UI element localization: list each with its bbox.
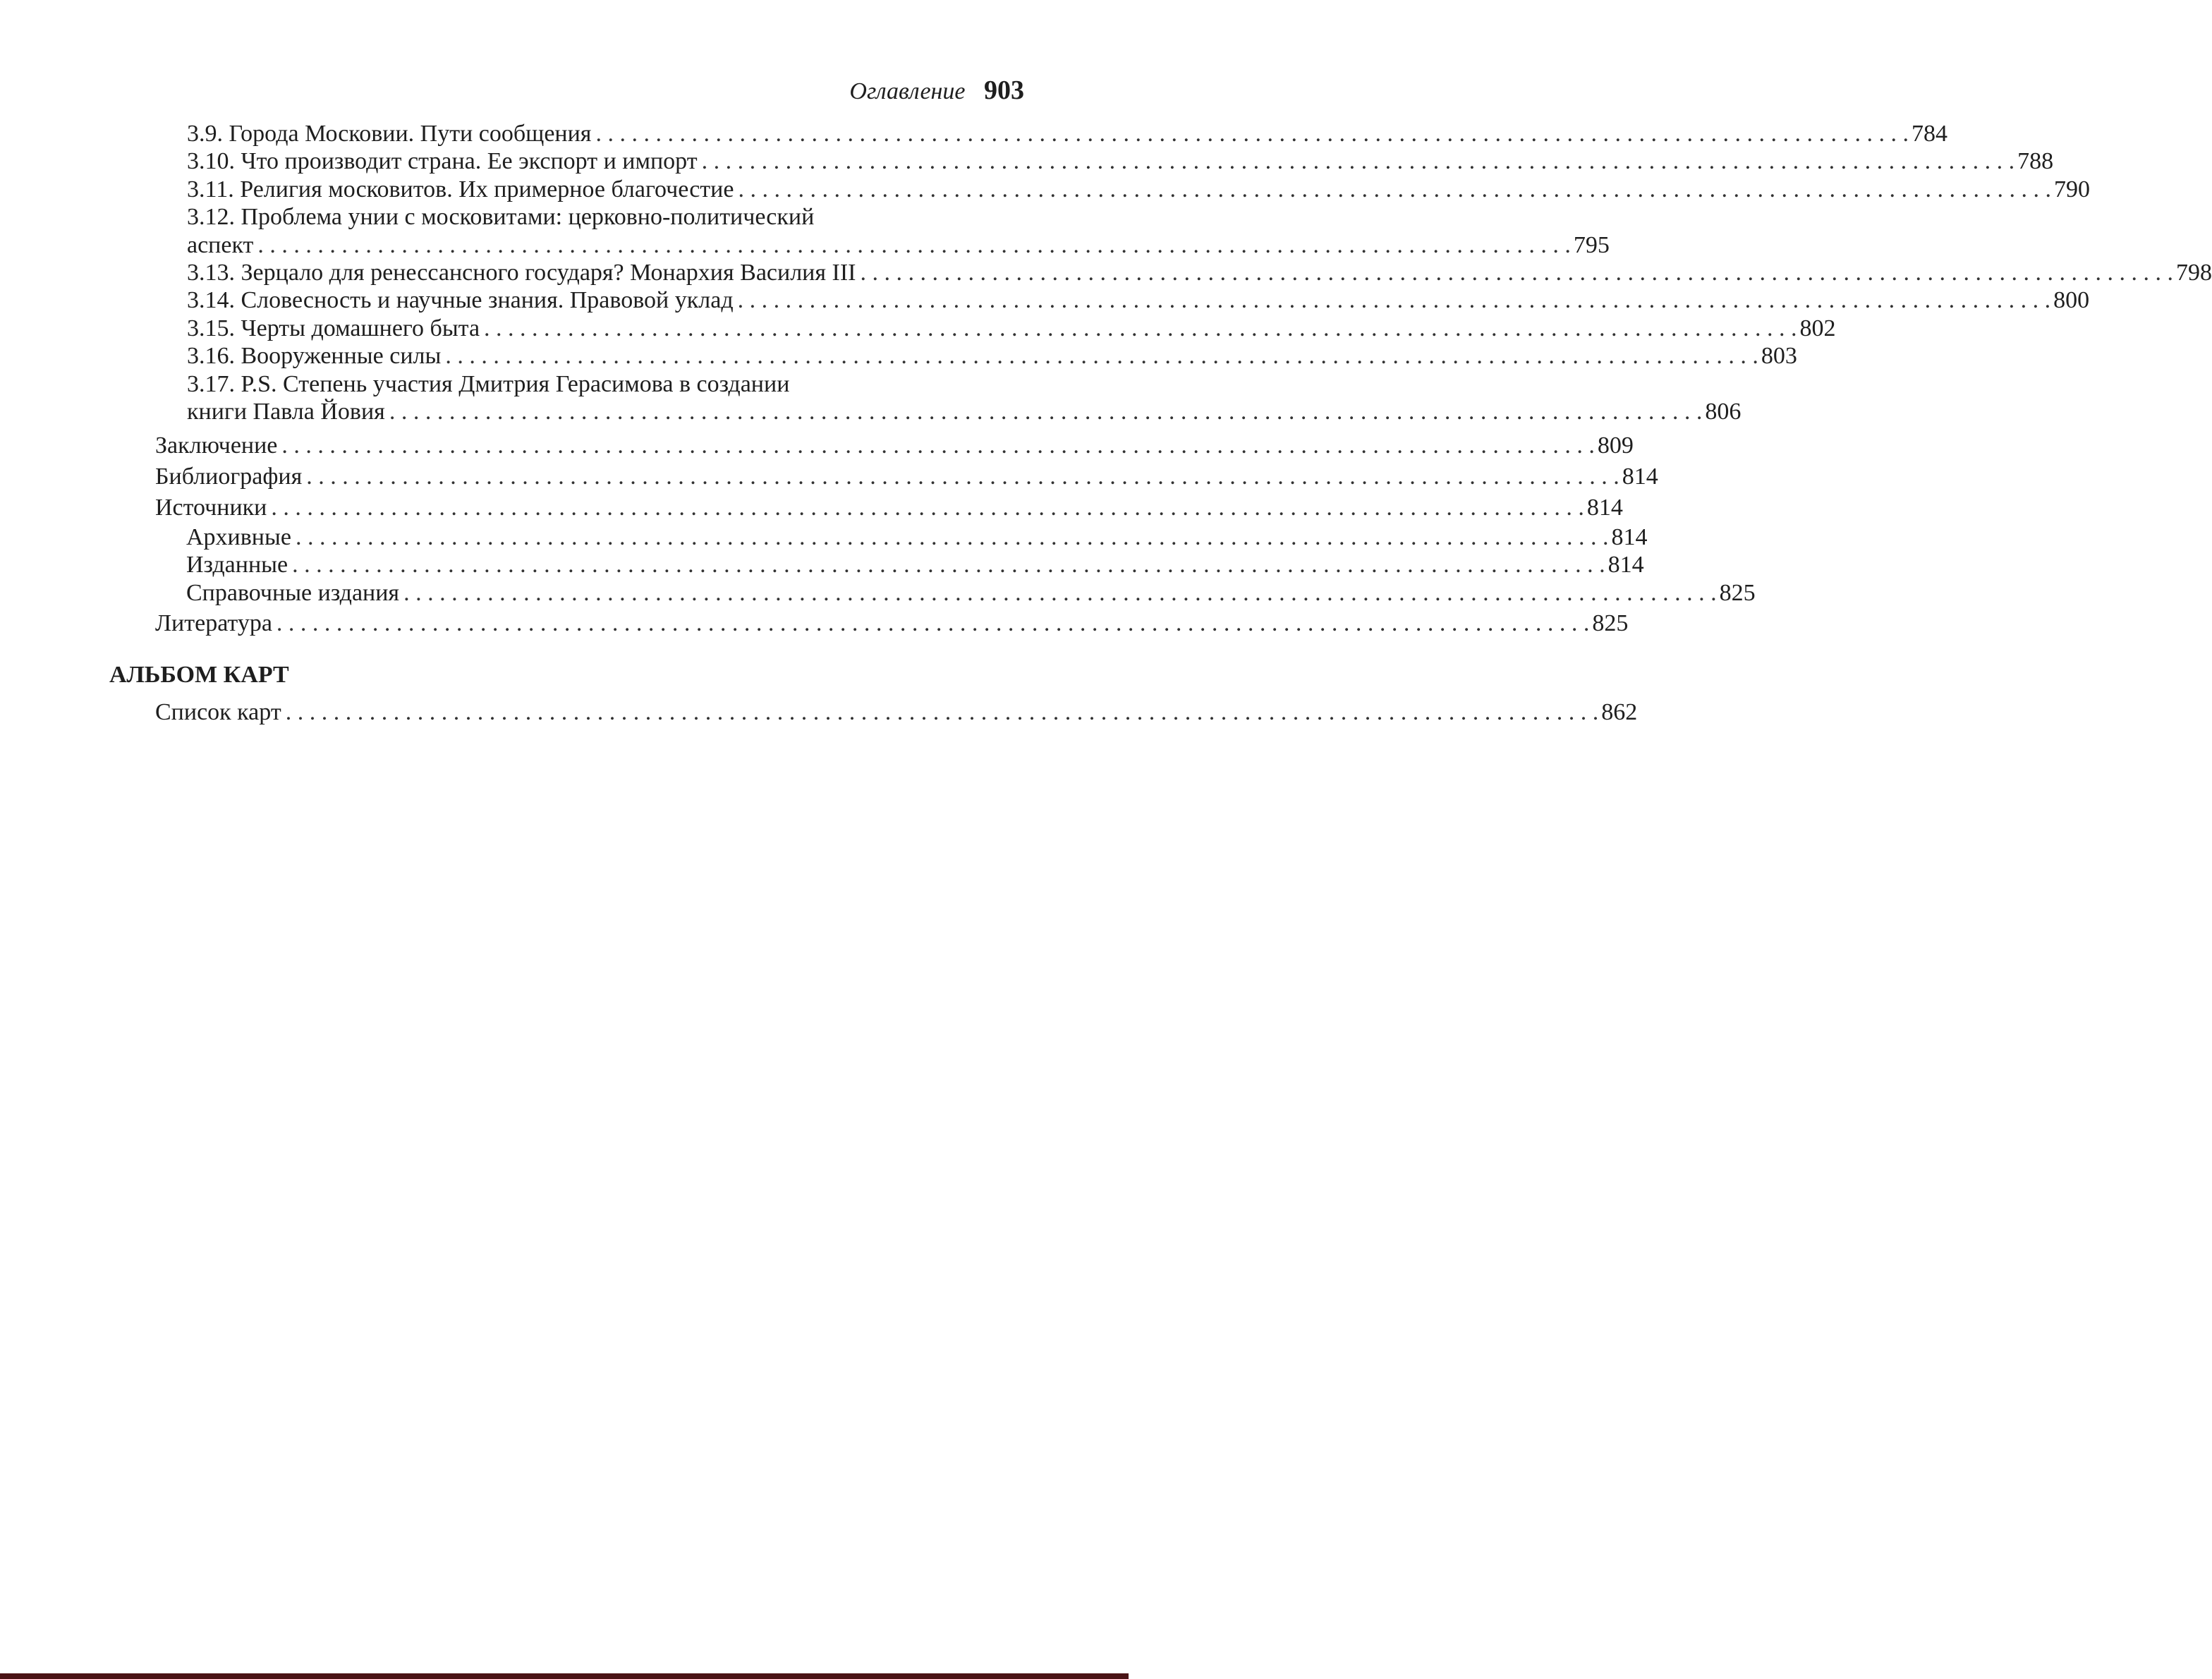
toc-back-matter	[155, 430, 1756, 641]
toc-entry-label: 3.9. Города Московии. Пути сообщения	[187, 121, 592, 147]
toc-entry-3-11[interactable]	[187, 176, 2090, 203]
dot-leader	[291, 523, 1609, 551]
toc-entry-label: Архивные	[186, 524, 291, 550]
dot-leader	[591, 120, 1909, 147]
toc-entry-page: 814	[1611, 524, 1648, 550]
toc-entry-3-9[interactable]	[187, 120, 1947, 147]
toc-entry-page: 814	[1608, 552, 1644, 578]
album-heading: АЛЬБОМ КАРТ	[109, 662, 289, 688]
dot-leader	[734, 286, 2051, 314]
toc-entry-continuation	[187, 231, 1610, 259]
toc-entry-bibliography[interactable]	[155, 461, 1658, 492]
toc-entry-reference[interactable]	[155, 579, 1756, 607]
toc-entry-page: 809	[1597, 432, 1634, 459]
dot-leader	[385, 398, 1703, 425]
toc-entry-list-of-maps[interactable]	[155, 697, 1638, 728]
page-number: 903	[984, 75, 1024, 105]
dot-leader	[480, 315, 1797, 342]
toc-entry-page: 800	[2053, 287, 2090, 314]
toc-entry-page: 790	[2053, 176, 2090, 202]
toc-entry-first-line	[187, 370, 1024, 398]
toc-entry-label: 3.12. Проблема унии с московитами: церковно-политический	[187, 204, 815, 231]
running-head-title: Оглавление	[849, 78, 966, 104]
toc-album	[155, 697, 1638, 728]
dot-leader	[288, 551, 1605, 578]
dot-leader	[856, 259, 2173, 286]
toc-entry-label: 3.13. Зерцало для ренессансного государя? Монархия Василия III	[187, 260, 856, 286]
toc-entry-sources[interactable]	[155, 492, 1623, 523]
toc-entry-label: Справочные издания	[186, 579, 400, 606]
dot-leader	[253, 231, 1571, 259]
toc-entry-3-12[interactable]	[187, 203, 1610, 259]
dot-leader	[277, 430, 1595, 461]
toc-entry-label: 3.17. P.S. Степень участия Дмитрия Герасимова в создании	[187, 370, 790, 397]
toc-entry-page: 795	[1573, 231, 1610, 258]
toc-entry-3-15[interactable]	[187, 315, 1836, 342]
toc-entry-label: Источники	[155, 495, 267, 521]
toc-entry-label: Библиография	[155, 463, 303, 490]
dot-leader	[698, 147, 2015, 175]
toc-entry-label-continued: книги Павла Йовия	[187, 399, 385, 425]
dot-leader	[441, 342, 1758, 370]
toc-entry-page: 806	[1705, 399, 1742, 425]
toc-entry-label: 3.11. Религия московитов. Их примерное благочестие	[187, 176, 734, 202]
dot-leader	[272, 607, 1590, 641]
toc-entry-3-10[interactable]	[187, 147, 2054, 175]
dot-leader	[267, 492, 1584, 523]
toc-entry-label: Заключение	[155, 432, 278, 459]
toc-entry-label-continued: аспект	[187, 231, 254, 258]
toc-entry-3-13[interactable]	[187, 259, 2212, 286]
toc-entry-label: Список карт	[155, 699, 281, 725]
toc-entry-3-16[interactable]	[187, 342, 1797, 370]
toc-entry-page: 825	[1592, 610, 1629, 637]
toc-entry-page: 862	[1601, 699, 1638, 725]
bottom-border	[0, 1673, 1129, 1679]
toc-entry-3-14[interactable]	[187, 286, 2090, 314]
toc-entry-continuation	[187, 398, 1742, 425]
toc-entry-conclusion[interactable]	[155, 430, 1634, 461]
toc-entry-3-17[interactable]	[187, 370, 1742, 426]
toc-entry-page: 803	[1761, 343, 1797, 370]
dot-leader	[734, 176, 2051, 203]
toc-entry-label: 3.14. Словесность и научные знания. Правовой уклад	[187, 287, 734, 314]
dot-leader	[302, 461, 1620, 492]
dot-leader	[399, 579, 1717, 607]
toc-entry-literature[interactable]	[155, 607, 1629, 641]
toc-entry-page: 825	[1719, 579, 1756, 606]
running-head	[849, 75, 1024, 107]
toc-entry-label: Литература	[155, 610, 272, 637]
toc-entry-published[interactable]	[155, 551, 1644, 578]
toc-entry-label: Изданные	[186, 552, 288, 578]
toc-entry-label: 3.10. Что производит страна. Ее экспорт и импорт	[187, 148, 698, 175]
toc-entry-archival[interactable]	[155, 523, 1648, 551]
toc-entry-page: 798	[2175, 260, 2212, 286]
toc-entry-first-line	[187, 203, 1024, 231]
dot-leader	[281, 697, 1599, 728]
toc-entry-label: 3.16. Вооруженные силы	[187, 343, 442, 370]
toc-entry-page: 784	[1911, 121, 1947, 147]
toc-entry-page: 814	[1586, 495, 1623, 521]
toc-entry-page: 814	[1622, 463, 1658, 490]
toc-entry-label: 3.15. Черты домашнего быта	[187, 315, 480, 341]
toc-entry-page: 788	[2017, 148, 2054, 175]
toc-subsections	[187, 120, 2212, 425]
toc-entry-page: 802	[1799, 315, 1836, 341]
